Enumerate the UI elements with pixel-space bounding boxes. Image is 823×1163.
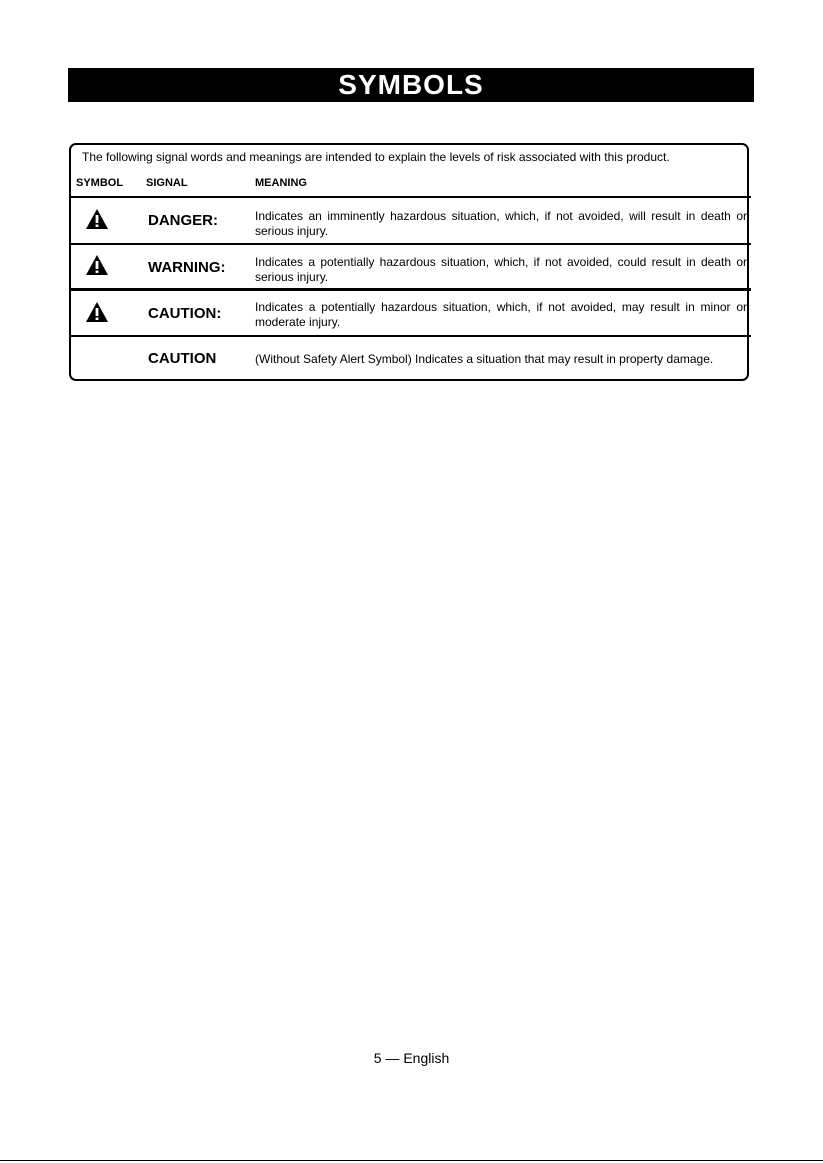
- table-row-danger: [71, 198, 751, 243]
- table-row-caution: [71, 291, 751, 335]
- safety-alert-icon: [86, 302, 108, 322]
- header-symbol: SYMBOL: [76, 177, 124, 189]
- page-footer: 5 — English: [373, 1050, 450, 1066]
- intro-text: The following signal words and meanings are intended to explain the levels of risk associated with this product.: [82, 150, 670, 164]
- safety-alert-icon: [86, 209, 108, 229]
- signal-word: CAUTION: [148, 350, 217, 367]
- page-bottom-rule: [0, 1160, 823, 1161]
- page-title: SYMBOLS: [68, 68, 754, 102]
- table-row-warning: [71, 245, 751, 288]
- header-signal: SIGNAL: [146, 177, 188, 189]
- header-meaning: MEANING: [255, 177, 307, 189]
- safety-alert-icon: [86, 255, 108, 275]
- signal-meaning: Indicates a potentially hazardous situation, which, if not avoided, could result in death or serious injury.: [255, 255, 747, 284]
- signal-meaning: Indicates an imminently hazardous situation, which, if not avoided, will result in death or serious injury.: [255, 209, 747, 238]
- signal-word: DANGER:: [148, 212, 218, 229]
- table-row-caution-property: [71, 337, 751, 379]
- signal-meaning: (Without Safety Alert Symbol) Indicates a situation that may result in property damage.: [255, 352, 714, 366]
- signal-word: CAUTION:: [148, 305, 222, 322]
- signal-meaning: Indicates a potentially hazardous situation, which, if not avoided, may result in minor or moderate injury.: [255, 300, 747, 329]
- signal-word: WARNING:: [148, 259, 226, 276]
